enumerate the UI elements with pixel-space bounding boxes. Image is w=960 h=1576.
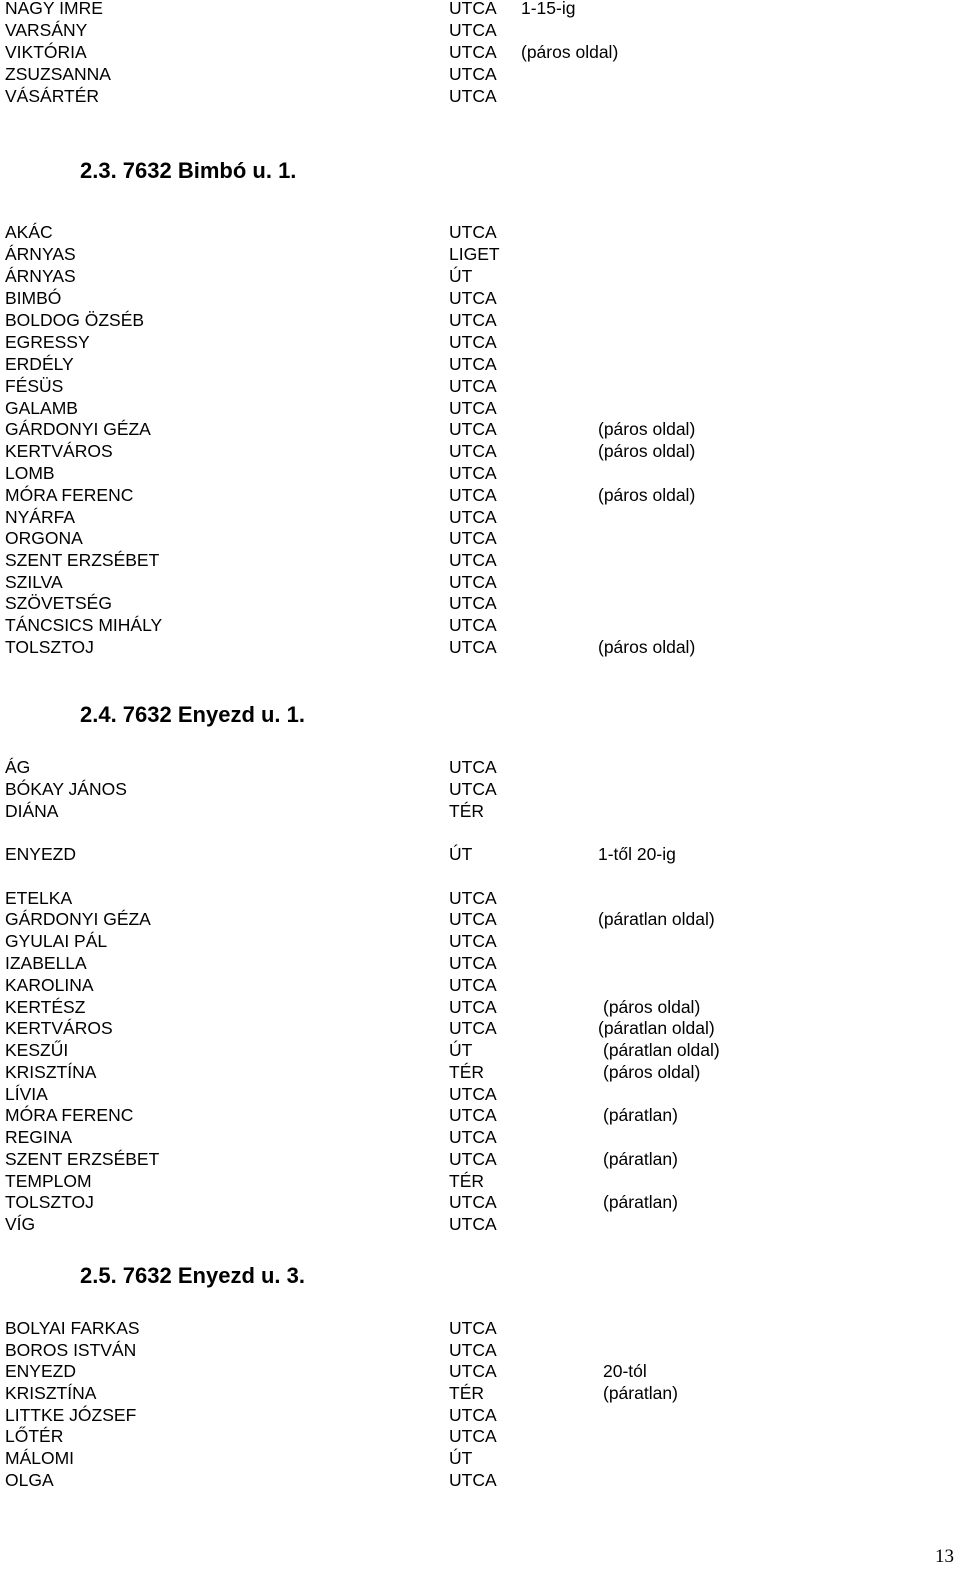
street-name: OLGA	[5, 1470, 54, 1490]
street-name: GÁRDONYI GÉZA	[5, 909, 151, 929]
street-row	[0, 0, 960, 19]
street-row	[0, 1017, 960, 1039]
street-name: REGINA	[5, 1127, 73, 1147]
street-name: GÁRDONYI GÉZA	[5, 419, 151, 439]
street-note: (páratlan oldal)	[598, 909, 715, 929]
street-row	[0, 1191, 960, 1213]
street-row	[0, 1039, 960, 1061]
street-type: UTCA	[449, 1470, 497, 1490]
street-row	[0, 527, 960, 549]
street-note: (páratlan)	[603, 1105, 678, 1125]
street-name: BÓKAY JÁNOS	[5, 779, 127, 799]
street-row	[0, 800, 960, 822]
street-row	[0, 85, 960, 107]
street-name: NYÁRFA	[5, 507, 76, 527]
street-name: SZÖVETSÉG	[5, 593, 112, 613]
street-type: UTCA	[449, 953, 497, 973]
street-type: UTCA	[449, 615, 497, 635]
street-type: UTCA	[449, 997, 497, 1017]
street-type: UTCA	[449, 528, 497, 548]
street-note: (páros oldal)	[598, 441, 696, 461]
street-row	[0, 331, 960, 353]
street-name: TÁNCSICS MIHÁLY	[5, 615, 163, 635]
street-name: TEMPLOM	[5, 1171, 92, 1191]
street-row	[0, 1104, 960, 1126]
street-type: UTCA	[449, 931, 497, 951]
street-name: ETELKA	[5, 888, 73, 908]
street-name: SZENT ERZSÉBET	[5, 1149, 160, 1169]
street-type: UTCA	[449, 310, 497, 330]
street-name: TOLSZTOJ	[5, 1192, 94, 1212]
street-type: TÉR	[449, 1383, 484, 1403]
street-row	[0, 778, 960, 800]
street-name: BOROS ISTVÁN	[5, 1340, 137, 1360]
street-row	[0, 996, 960, 1018]
street-row	[0, 592, 960, 614]
street-row	[0, 1170, 960, 1192]
street-name: LÍVIA	[5, 1084, 48, 1104]
street-row	[0, 19, 960, 41]
street-type: UTCA	[449, 1426, 497, 1446]
street-row	[0, 63, 960, 85]
street-row	[0, 1126, 960, 1148]
street-note: (páratlan)	[603, 1149, 678, 1169]
street-type: UTCA	[449, 1405, 497, 1425]
street-row	[0, 506, 960, 528]
street-note: (páros oldal)	[603, 1062, 701, 1082]
street-row	[0, 1083, 960, 1105]
street-type: UTCA	[449, 572, 497, 592]
street-name: ÁRNYAS	[5, 244, 76, 264]
street-name: VÁSÁRTÉR	[5, 86, 100, 106]
street-name: SZENT ERZSÉBET	[5, 550, 160, 570]
street-type: UTCA	[449, 398, 497, 418]
street-row	[0, 636, 960, 658]
street-row	[0, 484, 960, 506]
street-name: ZSUZSANNA	[5, 64, 111, 84]
street-type: UTCA	[449, 354, 497, 374]
street-name: DIÁNA	[5, 801, 59, 821]
street-note: (páros oldal)	[521, 42, 619, 62]
street-type: UTCA	[449, 757, 497, 777]
street-type: UTCA	[449, 909, 497, 929]
street-name: IZABELLA	[5, 953, 87, 973]
street-note: (páros oldal)	[598, 637, 696, 657]
street-row	[0, 571, 960, 593]
street-row	[0, 265, 960, 287]
street-type: UTCA	[449, 463, 497, 483]
street-name: KAROLINA	[5, 975, 94, 995]
street-name: GYULAI PÁL	[5, 931, 108, 951]
street-type: UTCA	[449, 779, 497, 799]
street-row	[0, 1061, 960, 1083]
street-row	[0, 1447, 960, 1469]
street-name: AKÁC	[5, 222, 53, 242]
street-name: GALAMB	[5, 398, 78, 418]
street-name: VÍG	[5, 1214, 36, 1234]
street-type: UTCA	[449, 975, 497, 995]
street-note: (páros oldal)	[603, 997, 701, 1017]
street-type: UTCA	[449, 419, 497, 439]
street-type: UTCA	[449, 288, 497, 308]
street-type: UTCA	[449, 20, 497, 40]
street-type: UTCA	[449, 64, 497, 84]
street-type: UTCA	[449, 222, 497, 242]
street-name: KRISZTÍNA	[5, 1383, 97, 1403]
street-type: UTCA	[449, 1084, 497, 1104]
street-type: UTCA	[449, 1214, 497, 1234]
street-note: (páratlan)	[603, 1383, 678, 1403]
street-row	[0, 1339, 960, 1361]
street-row	[0, 1425, 960, 1447]
street-row	[0, 549, 960, 571]
street-type: UTCA	[449, 441, 497, 461]
street-note: (páros oldal)	[598, 419, 696, 439]
street-type: UTCA	[449, 593, 497, 613]
street-type: ÚT	[449, 844, 473, 864]
street-type: TÉR	[449, 1062, 484, 1082]
street-name: SZILVA	[5, 572, 63, 592]
street-name: ÁG	[5, 757, 31, 777]
street-row	[0, 243, 960, 265]
street-name: KERTVÁROS	[5, 1018, 113, 1038]
section-heading: 2.5. 7632 Enyezd u. 3.	[80, 1263, 306, 1288]
street-name: ENYEZD	[5, 844, 76, 864]
street-name: KERTÉSZ	[5, 997, 86, 1017]
street-type: UTCA	[449, 1340, 497, 1360]
street-note: (páratlan oldal)	[598, 1018, 715, 1038]
street-type: UTCA	[449, 1127, 497, 1147]
street-type: UTCA	[449, 1318, 497, 1338]
street-name: ENYEZD	[5, 1361, 76, 1381]
street-type: UTCA	[449, 637, 497, 657]
street-type: UTCA	[449, 332, 497, 352]
street-name: BOLDOG ÖZSÉB	[5, 310, 145, 330]
street-type: UTCA	[449, 888, 497, 908]
street-type: LIGET	[449, 244, 500, 264]
street-name: ÁRNYAS	[5, 266, 76, 286]
street-name: KESZŰI	[5, 1040, 69, 1060]
street-note: (páros oldal)	[598, 485, 696, 505]
street-name: VIKTÓRIA	[5, 42, 87, 62]
page-number: 13	[935, 1546, 954, 1567]
street-note: 1-től 20-ig	[598, 844, 676, 864]
section-heading: 2.4. 7632 Enyezd u. 1.	[80, 702, 306, 727]
street-name: BOLYAI FARKAS	[5, 1318, 140, 1338]
street-type: UTCA	[449, 1018, 497, 1038]
street-note: (páratlan oldal)	[603, 1040, 720, 1060]
street-row	[0, 221, 960, 243]
street-row	[0, 462, 960, 484]
street-row	[0, 843, 960, 865]
street-type: UTCA	[449, 0, 497, 18]
street-name: ERDÉLY	[5, 354, 74, 374]
street-row	[0, 756, 960, 778]
street-name: KERTVÁROS	[5, 441, 113, 461]
street-type: ÚT	[449, 1040, 473, 1060]
street-row	[0, 1213, 960, 1235]
street-type: UTCA	[449, 507, 497, 527]
street-row	[0, 1469, 960, 1491]
street-type: UTCA	[449, 550, 497, 570]
street-type: ÚT	[449, 1448, 473, 1468]
street-name: FÉSÜS	[5, 376, 64, 396]
street-row	[0, 952, 960, 974]
street-row	[0, 908, 960, 930]
street-name: MÓRA FERENC	[5, 1105, 134, 1125]
street-name: VARSÁNY	[5, 20, 88, 40]
street-name: TOLSZTOJ	[5, 637, 94, 657]
street-note: 1-15-ig	[521, 0, 576, 18]
street-type: TÉR	[449, 1171, 484, 1191]
street-row	[0, 41, 960, 63]
street-row	[0, 397, 960, 419]
street-row	[0, 614, 960, 636]
street-note: (páratlan)	[603, 1192, 678, 1212]
street-type: UTCA	[449, 376, 497, 396]
street-row	[0, 1148, 960, 1170]
street-row	[0, 887, 960, 909]
street-type: UTCA	[449, 1105, 497, 1125]
street-row	[0, 1360, 960, 1382]
street-row	[0, 309, 960, 331]
street-type: UTCA	[449, 485, 497, 505]
street-row	[0, 375, 960, 397]
street-row	[0, 974, 960, 996]
street-type: UTCA	[449, 1192, 497, 1212]
street-name: EGRESSY	[5, 332, 90, 352]
street-name: LŐTÉR	[5, 1426, 64, 1446]
street-row	[0, 353, 960, 375]
street-type: UTCA	[449, 1361, 497, 1381]
street-name: NAGY IMRE	[5, 0, 103, 18]
street-row	[0, 930, 960, 952]
street-row	[0, 1404, 960, 1426]
street-name: BIMBÓ	[5, 288, 62, 308]
street-row	[0, 418, 960, 440]
street-type: UTCA	[449, 86, 497, 106]
street-type: TÉR	[449, 801, 484, 821]
section-heading: 2.3. 7632 Bimbó u. 1.	[80, 158, 297, 183]
street-name: LITTKE JÓZSEF	[5, 1405, 137, 1425]
street-row	[0, 1317, 960, 1339]
street-name: LOMB	[5, 463, 55, 483]
street-name: MÓRA FERENC	[5, 485, 134, 505]
street-name: ORGONA	[5, 528, 83, 548]
street-type: UTCA	[449, 42, 497, 62]
street-row	[0, 440, 960, 462]
street-row	[0, 1382, 960, 1404]
street-row	[0, 287, 960, 309]
street-name: KRISZTÍNA	[5, 1062, 97, 1082]
street-type: ÚT	[449, 266, 473, 286]
street-note: 20-tól	[603, 1361, 647, 1381]
street-type: UTCA	[449, 1149, 497, 1169]
street-name: MÁLOMI	[5, 1448, 75, 1468]
